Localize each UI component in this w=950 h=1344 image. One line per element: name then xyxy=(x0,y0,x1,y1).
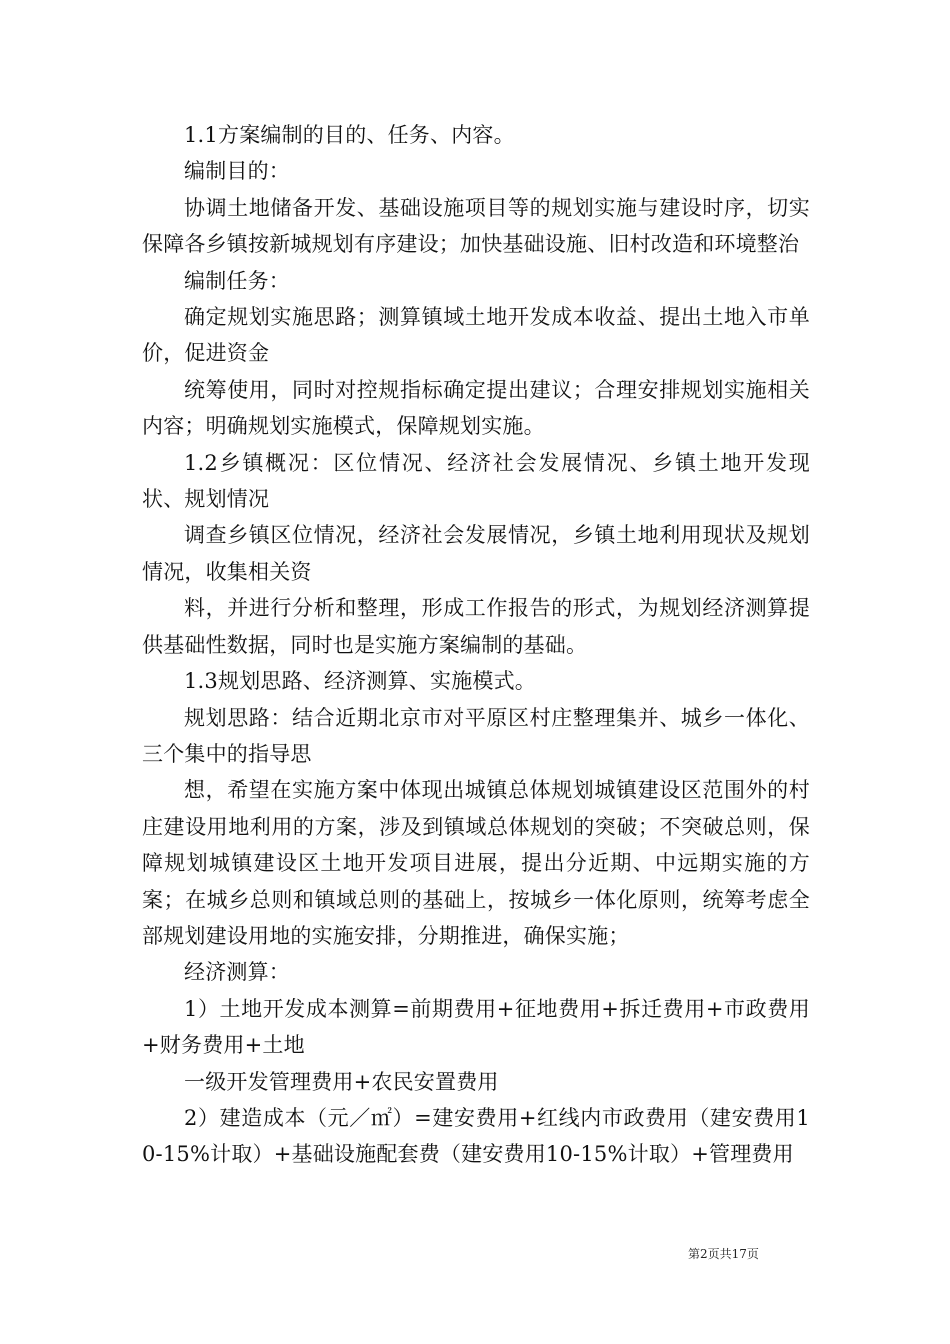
paragraph-economic-label: 经济测算： xyxy=(184,960,290,985)
paragraph-overview-text-2: 料，并进行分析和整理，形成工作报告的形式，为规划经济测算提供基础性数据，同时也是实施方案编制的基础。 xyxy=(142,596,810,657)
paragraph-task-text-2: 统筹使用，同时对控规指标确定提出建议；合理安排规划实施相关内容；明确规划实施模式，保障规划实施。 xyxy=(142,377,810,439)
paragraph-purpose-text: 协调土地储备开发、基础设施项目等的规划实施与建设时序，切实保障各乡镇按新城规划有序建设；加快基础设施、旧村改造和环境整治 xyxy=(142,195,810,257)
paragraph-1-1-heading: 1.1方案编制的目的、任务、内容。 xyxy=(184,123,515,147)
paragraph-task-text-1: 确定规划实施思路；测算镇域土地开发成本收益、提出土地入市单价，促进资金 xyxy=(142,305,810,366)
paragraph-1-2-heading: 1.2乡镇概况：区位情况、经济社会发展情况、乡镇土地开发现状、规划情况 xyxy=(142,450,810,512)
paragraph-purpose-label: 编制目的： xyxy=(184,159,290,184)
paragraph-task-label: 编制任务： xyxy=(184,268,290,293)
paragraph-cost-formula-2: 2）建造成本（元／㎡）=建安费用+红线内市政费用（建安费用10-15%计取）+基础设施配套费（建安费用10-15%计取）+管理费用 xyxy=(142,1105,810,1167)
paragraph-planning-idea-1: 规划思路：结合近期北京市对平原区村庄整理集并、城乡一体化、三个集中的指导思 xyxy=(142,705,810,766)
page-number-footer: 第2页共17页 xyxy=(688,1247,759,1261)
paragraph-cost-formula-1-cont: 一级开发管理费用+农民安置费用 xyxy=(184,1069,499,1094)
paragraph-cost-formula-1: 1）土地开发成本测算=前期费用+征地费用+拆迁费用+市政费用+财务费用+土地 xyxy=(142,996,810,1058)
paragraph-planning-idea-2: 想，希望在实施方案中体现出城镇总体规划城镇建设区范围外的村庄建设用地利用的方案，涉及到镇域总体规划的突破；不突破总则，保障规划城镇建设区土地开发项目进展，提出分近期、中远期实施的方案；在城乡总则和镇域总则的基础上，按城乡一体化原则，统筹考虑全部规划建设用地的实施安排，分期推进，确保实施； xyxy=(142,778,810,948)
paragraph-1-3-heading: 1.3规划思路、经济测算、实施模式。 xyxy=(184,669,536,694)
paragraph-overview-text-1: 调查乡镇区位情况，经济社会发展情况，乡镇土地利用现状及规划情况，收集相关资 xyxy=(142,523,810,584)
document-body xyxy=(142,117,810,1173)
